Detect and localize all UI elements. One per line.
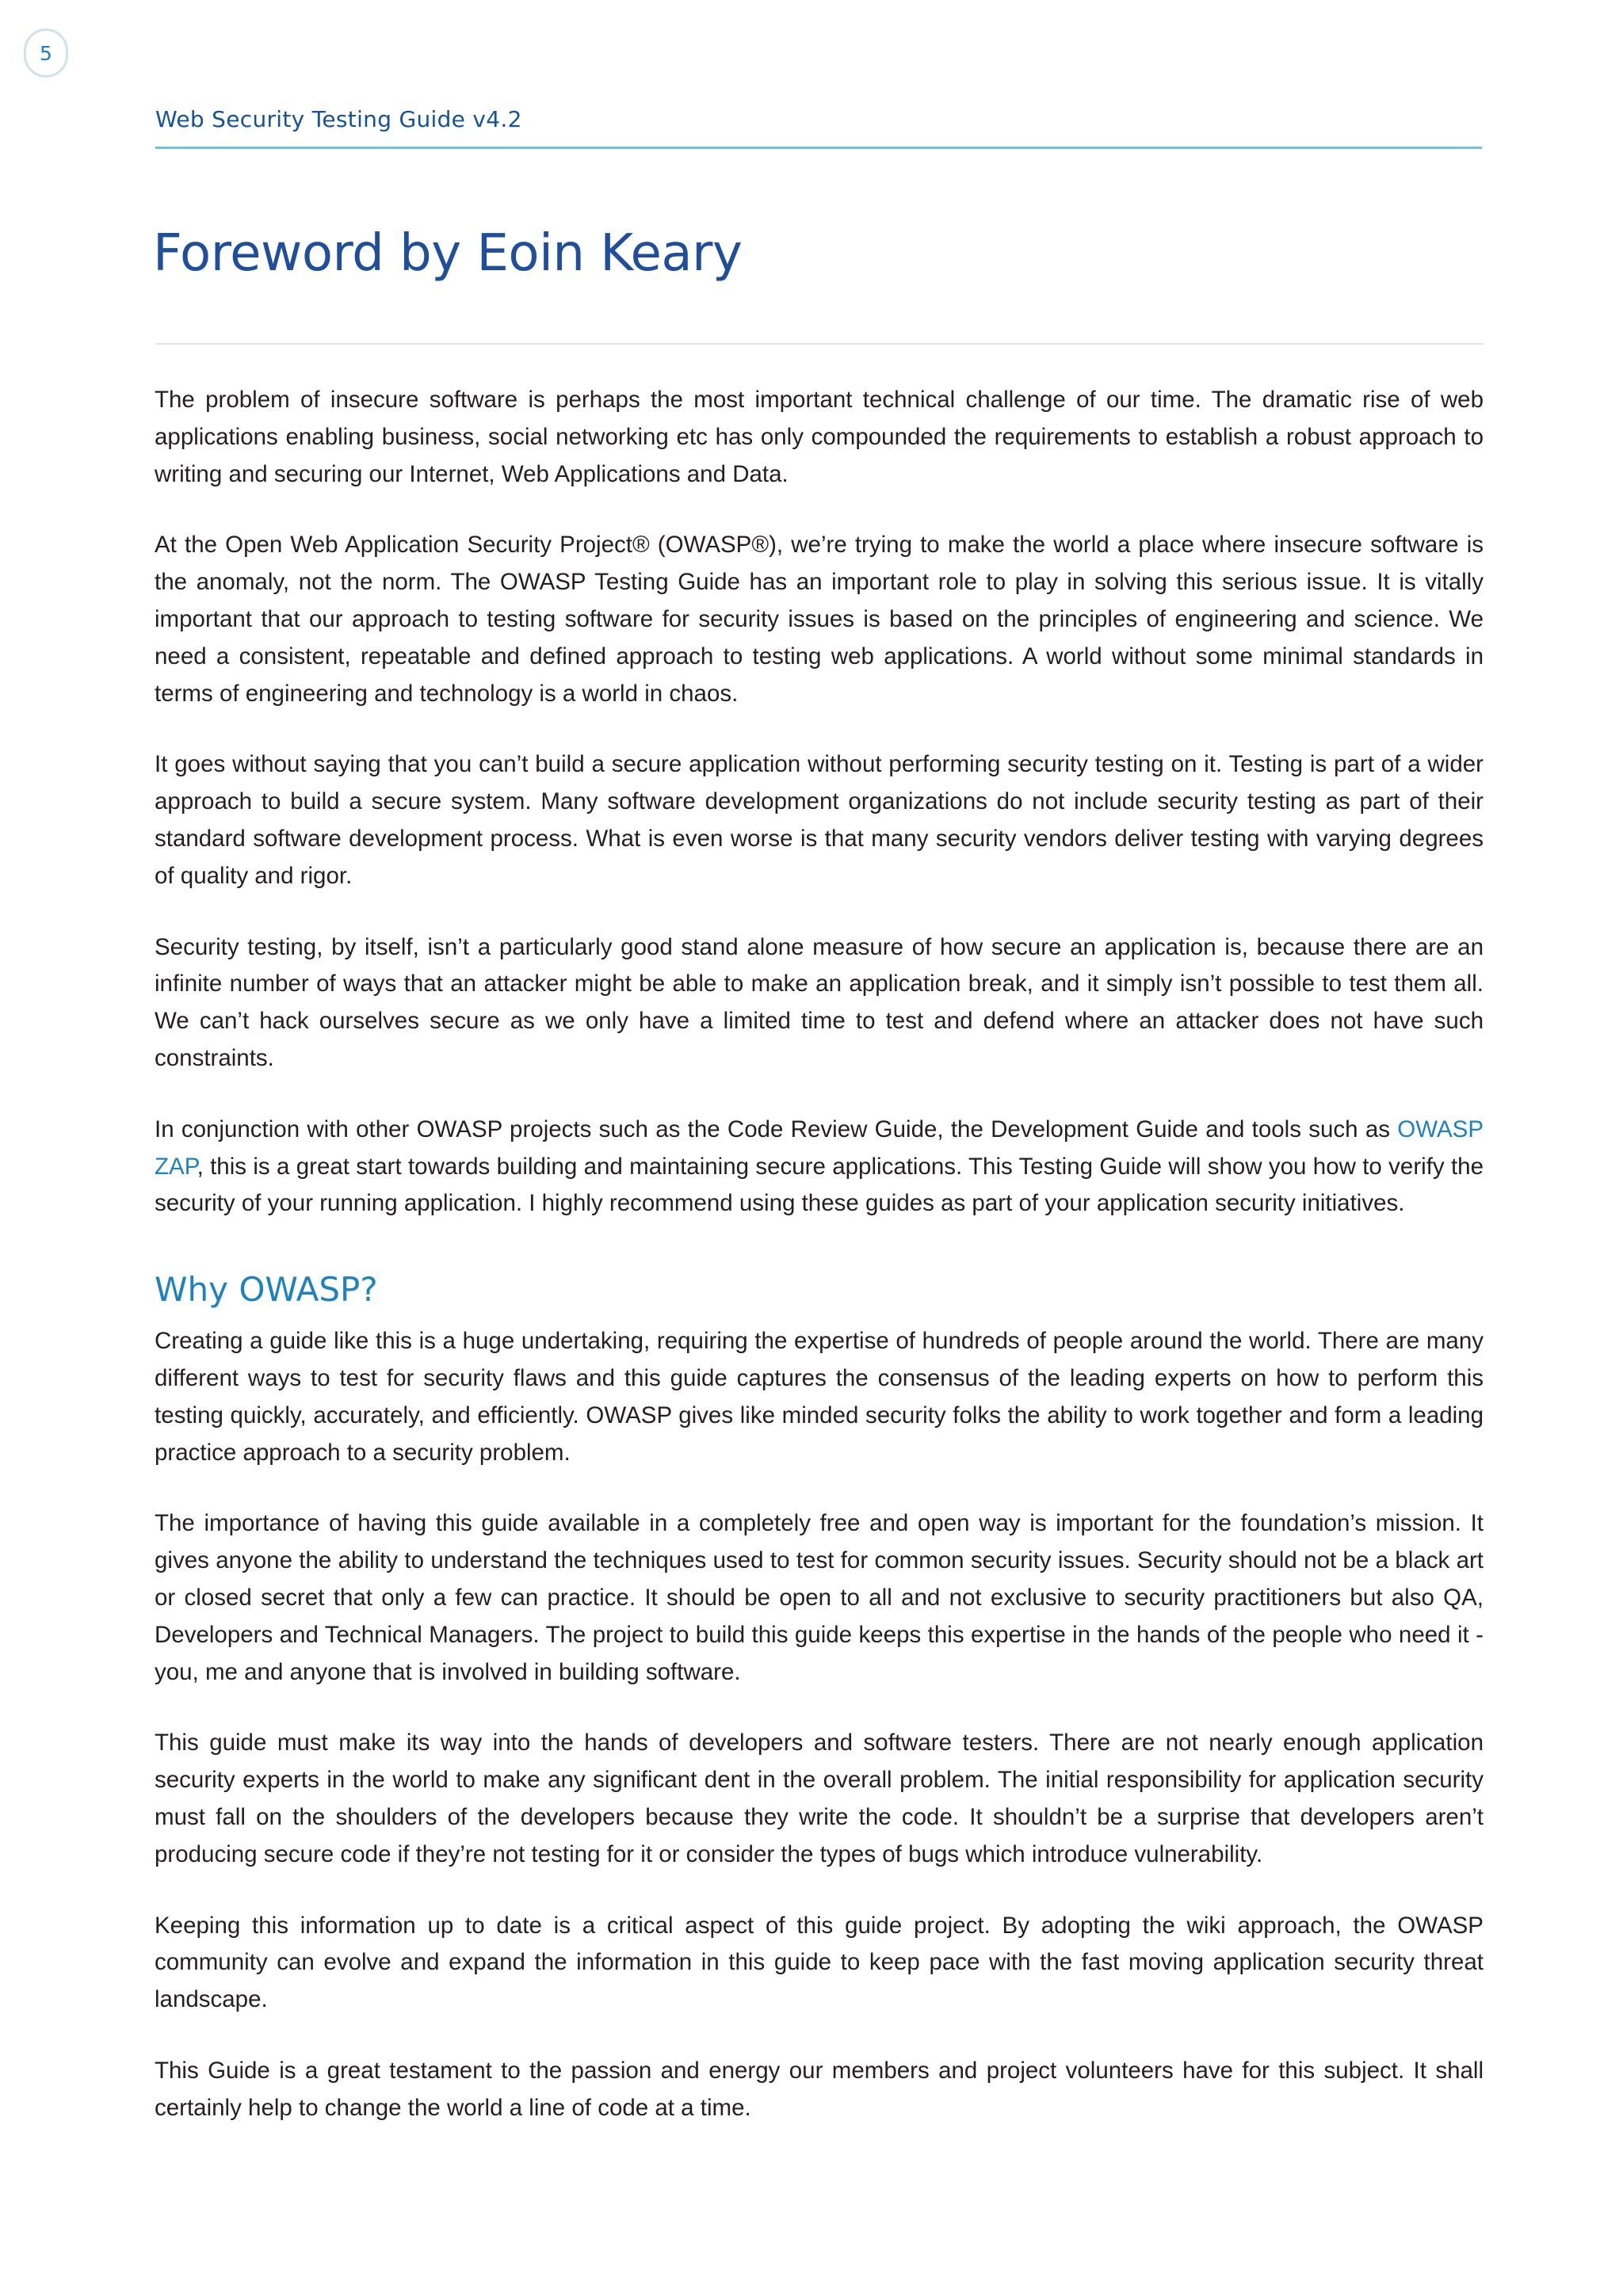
paragraph: This guide must make its way into the hands of developers and software testers. There are not nearly enough application security experts in the world to make any significant dent in the overall problem. The initial responsibility for application security must fall on the shoulders of the developers because they write the code. It shouldn’t be a surprise that developers aren’t producing secure code if they’re not testing for it or consider the types of bugs which introduce vulnerability. xyxy=(155,1730,1484,1867)
section-heading: Why OWASP? xyxy=(155,1270,378,1310)
paragraph: This Guide is a great testament to the passion and energy our members and project volunteers have for this subject. It shall certainly help to change the world a line of code at a time. xyxy=(155,2057,1484,2121)
paragraph: The importance of having this guide available in a completely free and open way is important for the foundation’s mission. It gives anyone the ability to understand the techniques used to test for common security issues. Security should not be a black art or closed secret that only a few can practice. It should be open to all and not exclusive to security practitioners but also QA, Developers and Technical Managers. The project to build this guide keeps this expertise in the hands of the people who need it - you, me and anyone that is involved in building software. xyxy=(155,1510,1484,1685)
page-title: Foreword by Eoin Keary xyxy=(153,224,743,283)
header-divider xyxy=(155,147,1482,149)
paragraph: Creating a guide like this is a huge undertaking, requiring the expertise of hundreds of people around the world. There are many different ways to test for security flaws and this guide captures the consensus of the leading experts on how to perform this testing quickly, accurately, and efficiently. OWASP gives like minded security folks the ability to work together and form a leading practice approach to a security problem. xyxy=(155,1328,1484,1466)
paragraph: Security testing, by itself, isn’t a particularly good stand alone measure of how secure an application is, because there are an infinite number of ways that an attacker might be able to make an application break, and it simply isn’t possible to test them all. We can’t hack ourselves secure as we only have a limited time to test and defend where an attacker does not have such constraints. xyxy=(155,933,1484,1071)
paragraph: The problem of insecure software is perhaps the most important technical challenge of our time. The dramatic rise of web applications enabling business, social networking etc has only compounded the requirements to establish a robust approach to writing and securing our Internet, Web Applications and Data. xyxy=(155,387,1484,487)
paragraph-text: In conjunction with other OWASP projects such as the Code Review Guide, the Development Guide and tools such as xyxy=(155,1116,1398,1142)
owasp-zap-link[interactable]: OWASP ZAP xyxy=(155,1116,1484,1180)
running-header: Web Security Testing Guide v4.2 xyxy=(155,106,522,132)
paragraph: At the Open Web Application Security Project® (OWASP®), we’re trying to make the world a place where insecure software is the anomaly, not the norm. The OWASP Testing Guide has an important role to play in solving this serious issue. It is vitally important that our approach to testing software for security issues is based on the principles of engineering and science. We need a consistent, repeatable and defined approach to testing web applications. A world without some minimal standards in terms of engineering and technology is a world in chaos. xyxy=(155,532,1484,707)
paragraph-text: , this is a great start towards building and maintaining secure applications. This Testing Guide will show you how to verify the security of your running application. I highly recommend using these guides as part of your application security initiatives. xyxy=(155,1153,1484,1217)
paragraph-with-link xyxy=(155,1112,1484,1222)
paragraph: It goes without saying that you can’t build a secure application without performing security testing on it. Testing is part of a wider approach to build a secure system. Many software development organizations do not include security testing as part of their standard software development process. What is even worse is that many security vendors deliver testing with varying degrees of quality and rigor. xyxy=(155,751,1484,889)
foreword-body xyxy=(155,382,1484,2161)
title-divider xyxy=(155,343,1484,345)
page-number: 5 xyxy=(24,29,68,78)
paragraph: Keeping this information up to date is a critical aspect of this guide project. By adopting the wiki approach, the OWASP community can evolve and expand the information in this guide to keep pace with the fast moving application security threat landscape. xyxy=(155,1912,1484,2013)
